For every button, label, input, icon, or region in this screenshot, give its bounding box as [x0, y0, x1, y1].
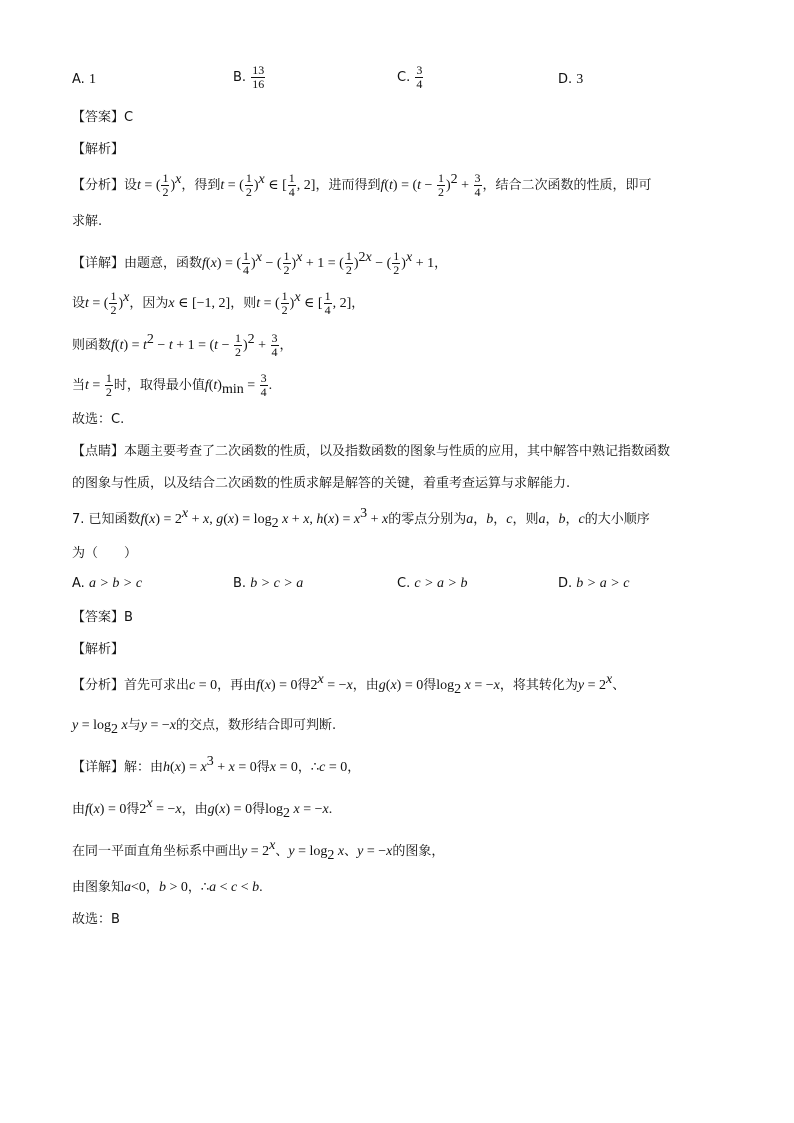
q7-fenxi-line2: $y = \log_2 x$与y = −x的交点，数形结合即可判断.	[72, 718, 337, 737]
q6-line-substitute: 设t = ( $\frac{1}{2}$ )$^x$，因为x ∈ [−1, 2]，则t = ( $\frac{1}{2}$ )$^x$ ∈ [ $\frac{1}{4}$ , 2]，	[72, 289, 365, 317]
q7-analysis-heading: 【解析】	[72, 642, 125, 657]
q6-option-a: A. 1	[72, 72, 96, 87]
q6-dianjing-line2: 的图象与性质，以及结合二次函数的性质求解是解答的关键，着重考查运算与求解能力.	[72, 476, 571, 491]
q7-fenxi-line1: 【分析】首先可求出c = 0，再由f(x) = 0得$2^x = -x$，由g(x) = 0得$\log_2 x = -x$，将其转化为$y = 2^x$、	[72, 672, 626, 697]
q6-fenxi-line2: 求解.	[72, 214, 103, 229]
q6-dianjing-line1: 【点睛】本题主要考查了二次函数的性质，以及指数函数的图象与性质的应用，其中解答中熟记指数函数	[72, 444, 671, 459]
q6-option-d: D. 3	[558, 72, 584, 87]
q6-answer: 【答案】C	[72, 110, 134, 125]
q7-option-b: B. b > c > a	[233, 576, 304, 591]
q7-xiangjie-line4: 由图象知a<0，b > 0，∴a < c < b.	[72, 880, 263, 895]
q7-answer: 【答案】B	[72, 610, 133, 625]
q6-xiangjie-line1: 【详解】由题意，函数f(x) = ( $\frac{1}{4}$ )$^x$ − ( $\frac{1}{2}$ )$^x$ + 1 = ( $\frac{1}{2}$ )$^{2x}$ − ( $\frac{1}{2}$ )$^x$ + 1，	[72, 249, 448, 277]
q7-xiangjie-line3: 在同一平面直角坐标系中画出$y = 2^x$、$y = \log_2 x$、y = −x的图象，	[72, 838, 445, 863]
q7-option-c: C. c > a > b	[397, 576, 468, 591]
q7-option-d: D. b > a > c	[558, 576, 630, 591]
q7-xiangjie-line2: 由f(x) = 0得$2^x = -x$，由g(x) = 0得$\log_2 x = -x$.	[72, 796, 333, 821]
q7-stem-line1: 7. 已知函数$f(x) = 2^x + x$, $g(x) = \log_2 x + x$, $h(x) = x^3 + x$的零点分别为a，b，c，则a，b，c的大小顺序	[72, 506, 650, 531]
q6-line-min: 当t = $\frac{1}{2}$ 时，取得最小值$f(t)_{min}$ = $\frac{3}{4}$ .	[72, 371, 273, 399]
q7-xiangjie-line1: 【详解】解：由$h(x) = x^3 + x = 0$得x = 0，∴c = 0，	[72, 754, 361, 775]
q7-conclusion: 故选：B	[72, 912, 120, 927]
q7-stem-line2: 为（ ）	[72, 546, 138, 561]
q6-conclusion: 故选：C.	[72, 412, 125, 427]
q6-analysis-heading: 【解析】	[72, 142, 125, 157]
q6-option-b: B. $\frac{13}{16}$	[233, 63, 265, 91]
q6-fenxi-line1: 【分析】设t = ( $\frac{1}{2}$ )$^x$，得到t = ( $\frac{1}{2}$ )$^x$ ∈ [ $\frac{1}{4}$ , 2]，进而得到f(t) = (t − $\frac{1}{2}$ )$^2$ + $\frac{3}{4}$ ，结合二次函数的性质，即可	[72, 171, 652, 199]
q6-line-ft: 则函数$f(t) = t^2 - t + 1 = (t$ − $\frac{1}{2}$ )$^2$ + $\frac{3}{4}$ ，	[72, 331, 293, 359]
q6-option-c: C. $\frac{3}{4}$	[397, 63, 423, 91]
q7-option-a: A. a > b > c	[72, 576, 143, 591]
